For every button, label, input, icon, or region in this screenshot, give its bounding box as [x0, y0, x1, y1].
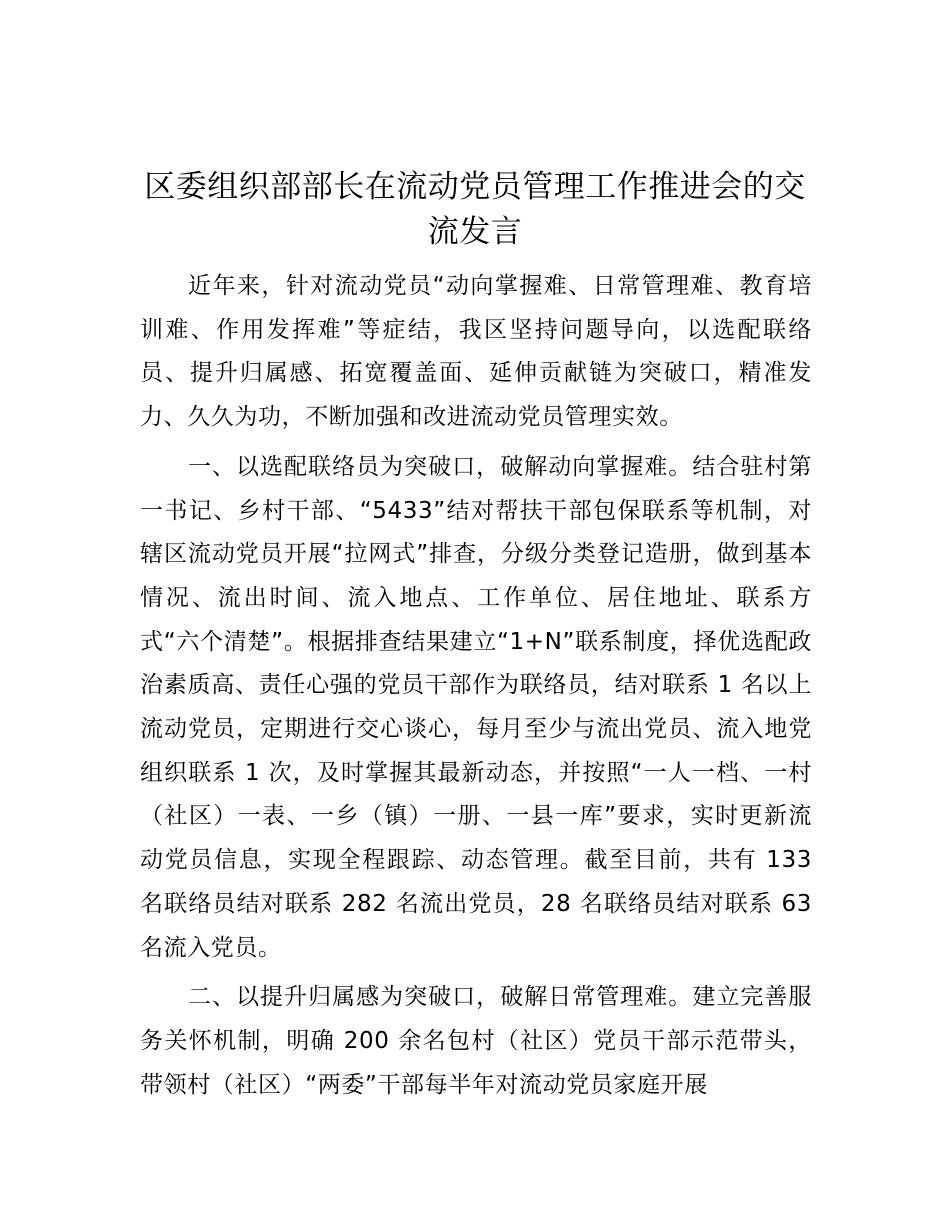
paragraph-section-one: 一、以选配联络员为突破口，破解动向掌握难。结合驻村第一书记、乡村干部、“5433”结对帮扶干部包保联系等机制，对辖区流动党员开展“拉网式”排查，分级分类登记造册，做到基本情况、流出时间、流入地点、工作单位、居住地址、联系方式“六个清楚”。根据排查结果建立“1+N”联系制度，择优选配政治素质高、责任心强的党员干部作为联络员，结对联系 1 名以上流动党员，定期进行交心谈心，每月至少与流出党员、流入地党组织联系 1 次，及时掌握其最新动态，并按照“一人一档、一村（社区）一表、一乡（镇）一册、一县一库”要求，实时更新流动党员信息，实现全程跟踪、动态管理。截至目前，共有 133 名联络员结对联系 282 名流出党员，28 名联络员结对联系 63 名流入党员。: [140, 453, 812, 961]
document-title: 区委组织部部长在流动党员管理工作推进会的交流发言: [144, 169, 806, 250]
paragraph-section-two: 二、以提升归属感为突破口，破解日常管理难。建立完善服务关怀机制，明确 200 余名包村（社区）党员干部示范带头，带领村（社区）“两委”干部每半年对流动党员家庭开展: [140, 984, 812, 1098]
document-body: [140, 265, 812, 1107]
paragraph-intro: 近年来，针对流动党员“动向掌握难、日常管理难、教育培训难、作用发挥难”等症结，我区坚持问题导向，以选配联络员、提升归属感、拓宽覆盖面、延伸贡献链为突破口，精准发力、久久为功，不断加强和改进流动党员管理实效。: [140, 273, 812, 431]
